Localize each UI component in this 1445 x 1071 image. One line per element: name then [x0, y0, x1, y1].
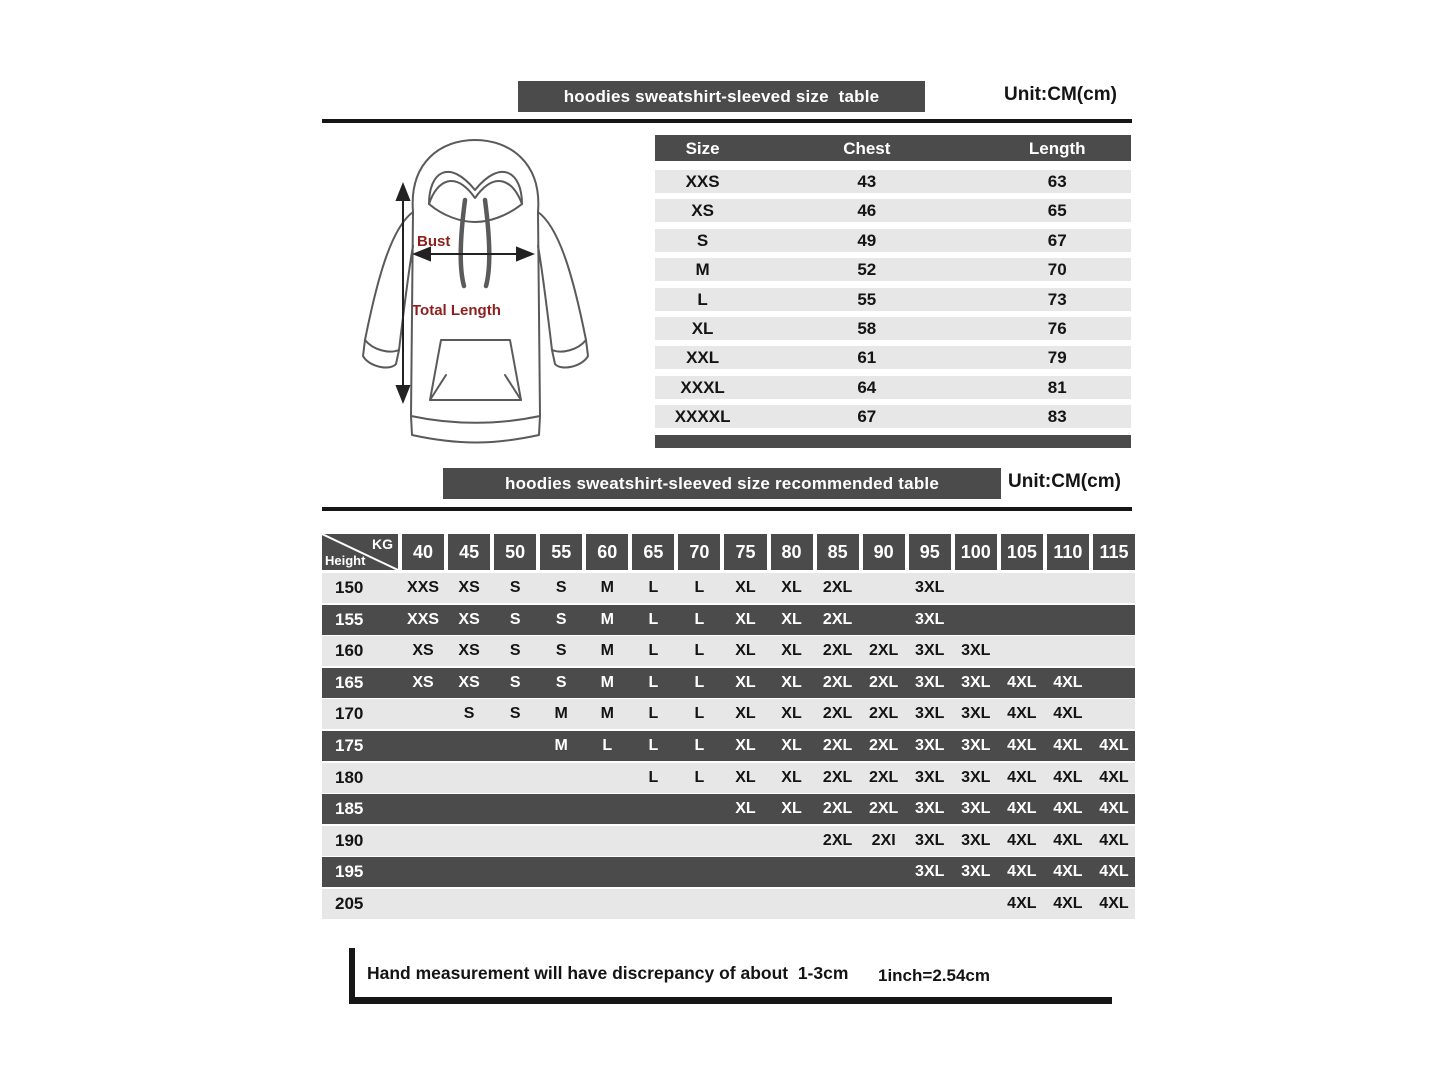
size-recommendation-cell: XL	[781, 800, 802, 818]
recommended-table-title: hoodies sweatshirt-sleeved size recommended table	[443, 468, 1001, 499]
size-recommendation-cell: XL	[781, 736, 802, 754]
size-recommendation-cell: XL	[781, 768, 802, 786]
size-table-row	[655, 405, 1131, 428]
size-recommendation-cell: 3XL	[961, 768, 991, 786]
size-recommendation-cell: 2XL	[822, 705, 853, 723]
size-recommendation-cell: 2XL	[868, 642, 899, 660]
size-recommendation-cell: M	[554, 705, 568, 723]
weight-header-cell: 80	[771, 534, 813, 570]
weight-header-cell: 85	[817, 534, 859, 570]
size-table-row	[655, 288, 1131, 311]
size-recommendation-cell: 4XL	[1053, 736, 1083, 754]
matrix-row-205	[322, 889, 1135, 919]
size-recommendation-cell: XL	[735, 673, 756, 691]
size-recommendation-cell: 3XL	[961, 673, 991, 691]
size-table-row	[655, 170, 1131, 193]
size-recommendation-cell: S	[555, 642, 567, 660]
size-recommendation-cell: 3XL	[915, 768, 945, 786]
size-recommendation-cell: 2XL	[822, 736, 853, 754]
height-row-label: 180	[335, 767, 364, 787]
size-recommendation-cell: XL	[735, 768, 756, 786]
size-recommendation-cell: 4XL	[1007, 831, 1037, 849]
size-recommendation-cell: XS	[412, 642, 434, 660]
weight-header-cell: 60	[586, 534, 628, 570]
size-recommendation-cell: 4XL	[1099, 800, 1129, 818]
size-recommendation-cell: M	[600, 673, 614, 691]
size-recommendation-cell: 4XL	[1053, 768, 1083, 786]
size-recommendation-cell: XL	[781, 673, 802, 691]
size-recommendation-cell: L	[694, 673, 705, 691]
size-recommendation-cell: XL	[781, 610, 802, 628]
size-table-column-length: Length	[1028, 138, 1086, 158]
matrix-row-180	[322, 763, 1135, 793]
size-recommendation-cell: S	[463, 705, 475, 723]
size-recommendation-cell: 4XL	[1007, 736, 1037, 754]
size-table-footer-bar	[655, 435, 1131, 448]
size-recommendation-cell: 4XL	[1099, 768, 1129, 786]
size-table-row	[655, 199, 1131, 222]
height-row-label: 190	[335, 830, 364, 850]
size-recommendation-cell: 2XL	[822, 579, 853, 596]
size-table-cell: 73	[1047, 289, 1067, 309]
size-recommendation-cell: S	[509, 642, 521, 660]
size-recommendation-cell: 3XL	[915, 642, 945, 660]
size-recommendation-cell: XL	[781, 579, 802, 596]
size-recommendation-cell: 3XL	[961, 800, 991, 818]
size-recommendation-cell: L	[648, 705, 659, 723]
size-recommendation-cell: 4XL	[1007, 800, 1037, 818]
size-table-cell: S	[696, 230, 709, 250]
size-table-cell: XL	[691, 318, 714, 338]
size-table-column-chest: Chest	[843, 138, 891, 158]
size-recommendation-cell: 4XL	[1053, 863, 1083, 881]
size-recommendation-cell: 4XL	[1053, 673, 1083, 691]
size-recommendation-cell: XS	[412, 673, 434, 691]
size-table-cell: 65	[1047, 201, 1067, 221]
size-recommendation-cell: XL	[735, 705, 756, 723]
size-recommendation-cell: 4XL	[1099, 863, 1129, 881]
size-recommendation-cell: L	[648, 736, 659, 754]
size-recommendation-cell: 3XL	[915, 863, 945, 881]
size-recommendation-cell: 3XL	[915, 579, 945, 596]
size-recommendation-cell: 3XL	[915, 705, 945, 723]
weight-header-cell: 50	[494, 534, 536, 570]
weight-header-cell: 75	[724, 534, 766, 570]
size-recommendation-cell: S	[555, 673, 567, 691]
weight-header-cell: 95	[909, 534, 951, 570]
size-recommendation-table	[322, 534, 1135, 921]
size-table-cell: 64	[857, 377, 877, 397]
weight-header-cell: 70	[678, 534, 720, 570]
height-row-label: 205	[335, 893, 364, 913]
size-recommendation-cell: 4XL	[1007, 894, 1037, 912]
size-recommendation-cell: L	[648, 579, 659, 596]
matrix-row-175	[322, 731, 1135, 761]
size-table-cell: XXS	[685, 172, 720, 191]
measurement-discrepancy-note: Hand measurement will have discrepancy of about 1-3cm	[367, 963, 849, 983]
size-table-column-size: Size	[685, 138, 720, 158]
measurement-arrows	[403, 185, 532, 401]
size-recommendation-cell: S	[509, 705, 521, 723]
size-recommendation-cell: M	[600, 610, 614, 628]
size-recommendation-cell: S	[555, 579, 567, 596]
size-table-cell: 43	[857, 172, 877, 191]
size-recommendation-cell: 4XL	[1007, 705, 1037, 723]
size-recommendation-cell: 3XL	[961, 705, 991, 723]
size-table-cell: 67	[857, 407, 877, 427]
weight-header-cell: 55	[540, 534, 582, 570]
size-recommendation-cell: XL	[735, 736, 756, 754]
size-recommendation-cell: 4XL	[1053, 705, 1083, 723]
size-table-cell: 67	[1047, 230, 1067, 250]
size-table-cell: 55	[857, 289, 877, 309]
height-row-label: 175	[335, 735, 364, 755]
size-recommendation-cell: S	[509, 610, 521, 628]
size-recommendation-cell: 2XL	[868, 673, 899, 691]
size-table-row	[655, 258, 1131, 281]
size-recommendation-cell: 2XL	[868, 736, 899, 754]
size-recommendation-cell: 2XL	[868, 768, 899, 786]
size-recommendation-cell: XS	[458, 673, 480, 691]
weight-header-cell: 105	[1001, 534, 1043, 570]
size-recommendation-cell: L	[694, 642, 705, 660]
weight-header-cell: 40	[402, 534, 444, 570]
size-recommendation-cell: M	[600, 705, 614, 723]
hoodie-outline	[363, 140, 588, 443]
size-recommendation-cell: 3XL	[915, 673, 945, 691]
size-table-row	[655, 346, 1131, 369]
size-table-row	[655, 376, 1131, 399]
weight-header-cell: 110	[1047, 534, 1089, 570]
size-recommendation-cell: 4XL	[1053, 894, 1083, 912]
size-recommendation-cell: 3XL	[961, 736, 991, 754]
size-table-row	[655, 317, 1131, 340]
size-table-cell: 52	[857, 260, 877, 280]
note-horizontal-rule	[349, 997, 1112, 1004]
size-recommendation-cell: 2XL	[868, 800, 899, 818]
size-recommendation-cell: L	[694, 579, 705, 596]
size-recommendation-cell: XL	[735, 579, 756, 596]
corner-height-label: Height	[325, 553, 366, 568]
size-recommendation-cell: XL	[735, 642, 756, 660]
size-recommendation-cell: S	[509, 579, 521, 596]
size-recommendation-cell: XL	[735, 800, 756, 818]
hoodie-diagram	[333, 128, 618, 458]
matrix-row-185	[322, 794, 1135, 824]
size-table-cell: 49	[857, 230, 877, 250]
inch-conversion-note: 1inch=2.54cm	[878, 966, 990, 985]
size-recommendation-cell: 2XI	[871, 831, 896, 849]
size-recommendation-cell: 2XL	[822, 642, 853, 660]
size-recommendation-cell: XXS	[407, 579, 440, 596]
size-table-cell: 63	[1047, 172, 1067, 191]
size-recommendation-cell: 4XL	[1007, 863, 1037, 881]
size-table-cell: L	[697, 289, 708, 309]
size-recommendation-cell: XXS	[407, 610, 440, 628]
weight-header-cell: 45	[448, 534, 490, 570]
size-recommendation-cell: 4XL	[1099, 894, 1129, 912]
matrix-row-155	[322, 605, 1135, 635]
matrix-row-160	[322, 636, 1135, 666]
matrix-header-row	[322, 534, 1135, 570]
size-recommendation-cell: L	[694, 768, 705, 786]
size-recommendation-cell: 3XL	[961, 863, 991, 881]
size-table-cell: 61	[857, 348, 877, 368]
size-recommendation-cell: 2XL	[822, 831, 853, 849]
size-recommendation-cell: L	[648, 642, 659, 660]
divider-line-1	[322, 119, 1132, 123]
size-table-row	[655, 229, 1131, 252]
size-recommendation-cell: 2XL	[822, 768, 853, 786]
size-recommendation-cell: L	[694, 610, 705, 628]
size-recommendation-cell: 3XL	[915, 800, 945, 818]
bust-label: Bust	[417, 233, 451, 250]
size-table-cell: XS	[691, 201, 714, 221]
size-recommendation-cell: L	[648, 673, 659, 691]
size-recommendation-cell: 2XL	[822, 800, 853, 818]
weight-header-cell: 100	[955, 534, 997, 570]
size-recommendation-cell: 3XL	[961, 831, 991, 849]
size-recommendation-cell: 4XL	[1007, 673, 1037, 691]
matrix-row-165	[322, 668, 1135, 698]
height-row-label: 195	[335, 862, 364, 882]
matrix-row-190	[322, 826, 1135, 856]
size-recommendation-cell: 4XL	[1099, 736, 1129, 754]
corner-kg-label: KG	[372, 536, 393, 552]
size-recommendation-cell: XL	[735, 610, 756, 628]
height-row-label: 150	[335, 578, 364, 597]
size-recommendation-cell: L	[648, 610, 659, 628]
size-table-cell: 46	[857, 201, 877, 221]
size-recommendation-cell: 3XL	[961, 642, 991, 660]
size-recommendation-cell: M	[600, 579, 614, 596]
size-table-cell: 70	[1047, 260, 1067, 280]
size-recommendation-cell: 3XL	[915, 831, 945, 849]
size-recommendation-cell: XL	[781, 642, 802, 660]
size-recommendation-cell: L	[648, 768, 659, 786]
size-recommendation-cell: S	[509, 673, 521, 691]
size-recommendation-cell: 3XL	[915, 610, 945, 628]
size-table-cell: 81	[1047, 377, 1067, 397]
size-recommendation-cell: XS	[458, 610, 480, 628]
size-recommendation-cell: L	[694, 736, 705, 754]
size-recommendation-cell: XS	[458, 642, 480, 660]
size-recommendation-cell: XS	[458, 579, 480, 596]
size-table-body	[655, 170, 1131, 428]
size-recommendation-cell: L	[602, 736, 613, 754]
size-table-cell: 58	[857, 318, 877, 338]
size-table-cell: XXXL	[680, 377, 725, 397]
size-recommendation-cell: 3XL	[915, 736, 945, 754]
size-table-cell: XXL	[686, 348, 720, 368]
size-table-cell: M	[695, 260, 710, 280]
size-table-title: hoodies sweatshirt-sleeved size table	[518, 81, 925, 112]
height-row-label: 160	[335, 641, 364, 661]
size-table-header	[655, 135, 1131, 161]
divider-line-2	[322, 507, 1132, 511]
size-recommendation-cell: XL	[781, 705, 802, 723]
unit-label-2: Unit:CM(cm)	[1008, 471, 1121, 492]
size-table-cell: 83	[1047, 407, 1067, 427]
size-table-cell: 76	[1047, 318, 1067, 338]
total-length-label: Total Length	[412, 302, 501, 319]
unit-label-1: Unit:CM(cm)	[1004, 84, 1117, 105]
size-table-cell: XXXXL	[674, 407, 731, 427]
weight-header-cell: 65	[632, 534, 674, 570]
size-table	[655, 135, 1131, 448]
size-table-cell: 79	[1047, 348, 1067, 368]
weight-header-cell: 115	[1093, 534, 1135, 570]
height-row-label: 165	[335, 672, 364, 692]
height-row-label: 155	[335, 609, 364, 629]
size-recommendation-cell: M	[600, 642, 614, 660]
matrix-row-150	[322, 573, 1135, 603]
size-recommendation-cell: 2XL	[868, 705, 899, 723]
size-recommendation-cell: 2XL	[822, 673, 853, 691]
size-recommendation-cell: 4XL	[1053, 831, 1083, 849]
kg-height-corner-cell	[322, 534, 398, 570]
matrix-row-195	[322, 857, 1135, 887]
height-row-label: 170	[335, 704, 364, 724]
size-recommendation-cell: 4XL	[1099, 831, 1129, 849]
note-vertical-rule	[349, 948, 355, 1004]
size-recommendation-cell: 4XL	[1053, 800, 1083, 818]
size-recommendation-cell: M	[554, 736, 568, 754]
size-recommendation-cell: S	[555, 610, 567, 628]
matrix-body	[322, 573, 1135, 919]
size-recommendation-cell: L	[694, 705, 705, 723]
weight-header-cell: 90	[863, 534, 905, 570]
matrix-row-170	[322, 699, 1135, 729]
height-row-label: 185	[335, 799, 364, 819]
size-recommendation-cell: 4XL	[1007, 768, 1037, 786]
size-recommendation-cell: 2XL	[822, 610, 853, 628]
